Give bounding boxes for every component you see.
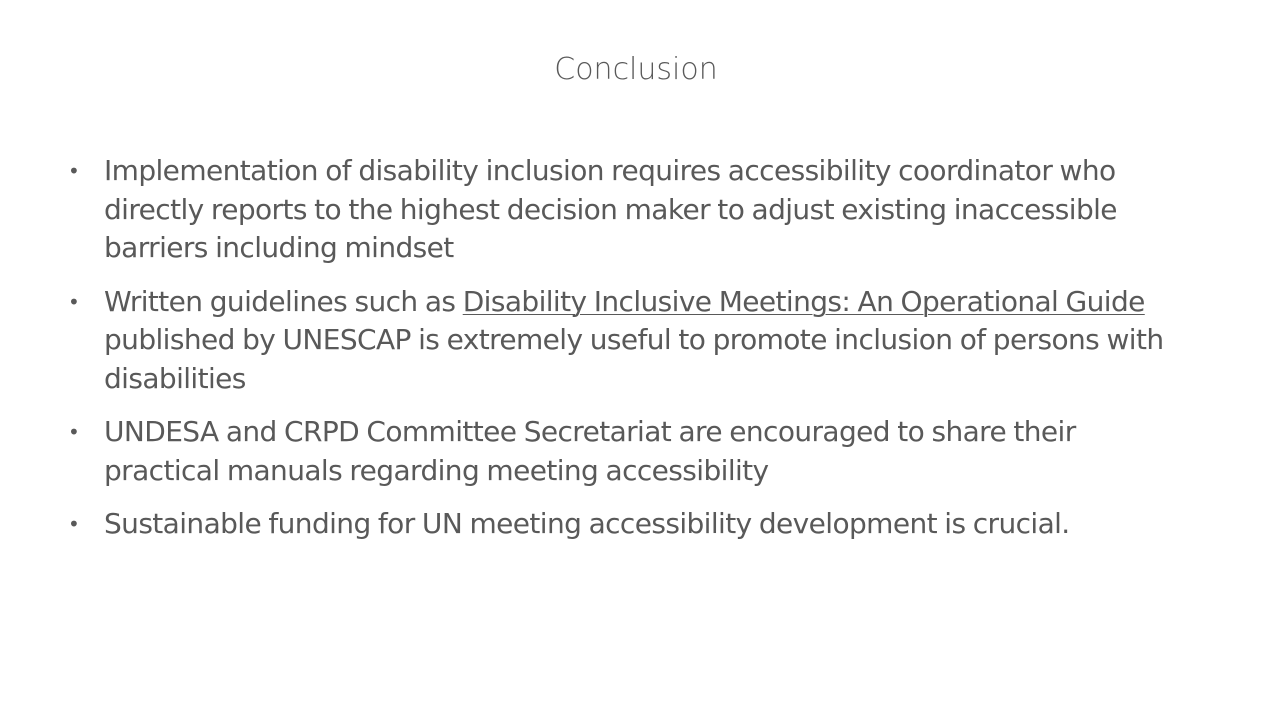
bullet-item-4 [64, 505, 1194, 544]
guide-link[interactable]: Disability Inclusive Meetings: An Operational Guide [462, 284, 1145, 318]
bullet-item-2 [64, 283, 1194, 399]
bullet-text: Sustainable funding for UN meeting accessibility development is crucial. [104, 507, 1070, 540]
bullet-item-3 [64, 413, 1194, 490]
bullet-list [64, 152, 1194, 559]
bullet-text: UNDESA and CRPD Committee Secretariat are encouraged to share their practical manuals regarding meeting accessibility [104, 415, 1076, 487]
bullet-text [104, 285, 1163, 395]
bullet-text-suffix: published by UNESCAP is extremely useful to promote inclusion of persons with disabilities [104, 323, 1164, 395]
bullet-dot-icon: • [68, 420, 80, 444]
bullet-text-prefix: Written guidelines such as [104, 284, 463, 318]
slide-title: Conclusion [554, 52, 718, 87]
bullet-dot-icon: • [68, 512, 80, 536]
bullet-dot-icon: • [68, 159, 80, 183]
bullet-item-1 [64, 152, 1194, 268]
bullet-dot-icon: • [68, 289, 80, 314]
bullet-text: Implementation of disability inclusion requires accessibility coordinator who directly reports to the highest decision maker to adjust existing inaccessible barriers including mindset [104, 154, 1117, 264]
